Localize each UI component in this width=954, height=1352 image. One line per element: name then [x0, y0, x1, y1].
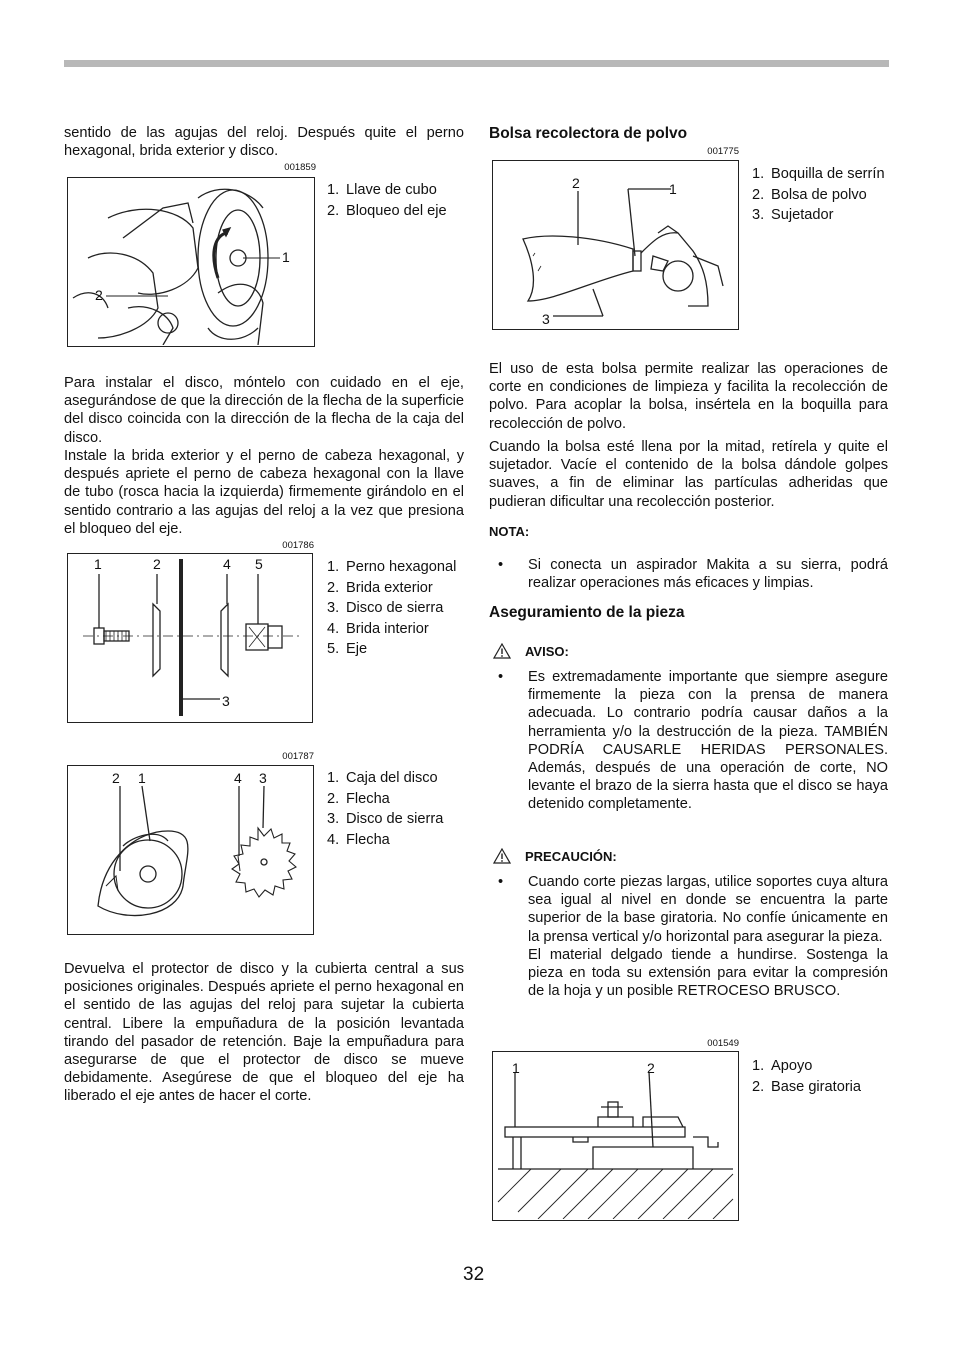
figure-dust-bag: [492, 160, 739, 330]
legend-item: 4. Flecha: [327, 831, 390, 848]
figure-shaft-lock: [67, 177, 315, 347]
shaft-lock-illustration: [68, 178, 313, 345]
figure-label: 3: [542, 311, 550, 327]
figure-code: 001859: [284, 162, 316, 173]
legend-item: 2. Bolsa de polvo: [752, 186, 867, 203]
legend-item: 2. Bloqueo del eje: [327, 202, 447, 219]
paragraph-install-blade: Para instalar el disco, móntelo con cuidado en el eje, asegurándose de que la dirección de la flecha de la superficie del disco coincida con la dirección de la flecha de la caja del disco.: [64, 375, 464, 446]
caution-label: PRECAUCIÓN:: [493, 848, 617, 864]
legend-item: 5. Eje: [327, 641, 368, 657]
warning-label: AVISO:: [493, 643, 569, 659]
figure-blade-parts: [67, 553, 313, 723]
figure-label: 2: [647, 1060, 655, 1076]
figure-label: 4: [234, 770, 242, 786]
figure-label: 5: [255, 556, 263, 572]
note-item: • Si conecta un aspirador Makita a su sierra, podrá realizar operaciones más eficaces y limpias.: [498, 557, 888, 592]
note-label: NOTA:: [489, 524, 530, 539]
figure-label: 1: [282, 249, 290, 265]
figure-label: 1: [669, 181, 677, 197]
legend-item: 2. Base giratoria: [752, 1078, 862, 1095]
legend-item: 2. Brida exterior: [327, 579, 433, 596]
legend-item: 4. Brida interior: [327, 620, 429, 637]
figure-code: 001786: [282, 540, 314, 551]
blade-parts-illustration: [68, 554, 311, 721]
header-rule: [64, 60, 889, 67]
figure-code: 001775: [707, 146, 739, 157]
warning-item: • Es extremadamente importante que siempre asegure firmemente la pieza con la prensa de manera adecuada. Lo contrario podría causar daños a la herramienta y/o la destrucción de la pieza. TAMBIÉN PODRÍA CAUSARLE HERIDAS PERSONALES. Además, después de una operación de corte, NO levante el brazo de la sierra hasta que el disco se haya detenido completamente.: [498, 669, 888, 813]
figure-label: 2: [153, 556, 161, 572]
figure-legend: [327, 768, 467, 850]
legend-item: 1. Boquilla de serrín: [752, 166, 885, 182]
figure-label: 1: [512, 1060, 520, 1076]
figure-code: 001787: [282, 751, 314, 762]
paragraph-return-guard: Devuelva el protector de disco y la cubierta central a sus posiciones originales. Después apriete el perno hexagonal en el sentido de las agujas del reloj para sujetar la cubierta central. Libere la empuñadura de la posición levantada tirando del pasador de retención. Baje la empuñadura para asegurarse de que el protector de disco se mueve debidamente. Asegúrese de que el bloqueo del eje ha liberado el eje antes de hacer el corte.: [64, 961, 464, 1105]
figure-legend: [327, 557, 467, 660]
legend-item: 1. Caja del disco: [327, 770, 438, 786]
warning-icon: [493, 643, 511, 659]
figure-label: 2: [95, 287, 103, 303]
bullet-dot: •: [498, 669, 504, 685]
caution-item: • Cuando corte piezas largas, utilice soportes cuya altura sea igual al nivel en donde se encuentra la parte superior de la base giratoria. No confíe únicamente en la prensa vertical y/o horizontal para asegurar la pieza. El material delgado tiende a hundirse. Sostenga la pieza en toda su extensión para evitar la compresión de la hoja y un posible RETROCESO BRUSCO.: [498, 874, 888, 1000]
figure-code: 001549: [707, 1038, 739, 1049]
dust-bag-illustration: [493, 161, 737, 328]
page-number: 32: [463, 1264, 485, 1285]
arrow-direction-illustration: [68, 766, 312, 933]
section-heading-workpiece: Aseguramiento de la pieza: [489, 604, 685, 621]
figure-label: 4: [223, 556, 231, 572]
legend-item: 3. Disco de sierra: [327, 600, 444, 616]
bullet-dot: •: [498, 557, 504, 573]
legend-item: 3. Sujetador: [752, 207, 834, 223]
legend-item: 2. Flecha: [327, 790, 390, 807]
legend-item: 1. Llave de cubo: [327, 182, 437, 198]
paragraph-dust-bag-empty: Cuando la bolsa esté llena por la mitad, retírela y quite el sujetador. Vacíe el contenido de la bolsa dándole golpes suaves, a fin de eliminar las partículas adheridas que pudieran dificultar una recolección posterior.: [489, 439, 888, 510]
legend-item: 1. Perno hexagonal: [327, 559, 457, 575]
support-illustration: [493, 1052, 737, 1219]
figure-support: [492, 1051, 739, 1221]
section-heading-dust-bag: Bolsa recolectora de polvo: [489, 125, 688, 142]
paragraph-remove-blade: sentido de las agujas del reloj. Después quite el perno hexagonal, brida exterior y disco.: [64, 125, 464, 160]
legend-item: 3. Disco de sierra: [327, 811, 444, 827]
figure-legend: [752, 164, 892, 226]
figure-label: 3: [222, 693, 230, 709]
figure-label: 1: [94, 556, 102, 572]
figure-legend: [327, 180, 467, 221]
paragraph-install-flange: Instale la brida exterior y el perno de cabeza hexagonal, y después apriete el perno de cabeza hexagonal con la llave de tubo (rosca hacia la izquierda) firmemente girándolo en el sentido contrario a las agujas del reloj a la vez que presiona el bloqueo del eje.: [64, 448, 464, 537]
figure-label: 3: [259, 770, 267, 786]
bullet-dot: •: [498, 874, 504, 890]
figure-arrow-direction: [67, 765, 314, 935]
paragraph-dust-bag-use: El uso de esta bolsa permite realizar las operaciones de corte en condiciones de limpieza y facilita la recolección de polvo. Para acoplar la bolsa, insértela en la boquilla para recolección de polvo.: [489, 361, 888, 432]
figure-label: 2: [572, 175, 580, 191]
figure-legend: [752, 1056, 892, 1097]
figure-label: 2: [112, 770, 120, 786]
figure-label: 1: [138, 770, 146, 786]
legend-item: 1. Apoyo: [752, 1058, 813, 1074]
caution-icon: [493, 848, 511, 864]
